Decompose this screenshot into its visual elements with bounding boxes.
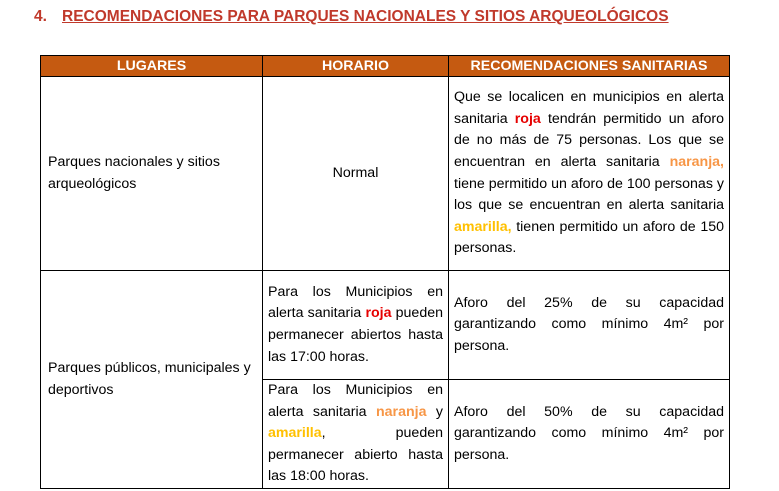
horario-text: , pueden permanecer abierto hasta las 18:00 horas. [268, 425, 443, 485]
rec-text: Que se localicen en municipios en alerta sanitaria [454, 89, 724, 127]
table-row [41, 271, 730, 380]
alert-yellow-label: amarilla, [454, 218, 512, 235]
alert-orange-label: naranja [376, 403, 427, 420]
horario-text: Para los Municipios en alerta sanitaria [268, 283, 443, 322]
rec-text: tendrán permitido un aforo de no más de 75 personas. Los que se encuentran en alerta sanitaria [454, 110, 724, 170]
recomendacion-cell [449, 77, 730, 271]
rec-text: tiene permitido un aforo de 100 personas y los que se encuentran en alerta sanitaria [454, 175, 724, 214]
section-title: RECOMENDACIONES PARA PARQUES NACIONALES Y SITIOS ARQUEOLÓGICOS [62, 8, 669, 25]
alert-yellow-label: amarilla [268, 425, 322, 442]
recomendacion-cell: Aforo del 25% de su capacidad garantizando como mínimo 4m² por persona. [449, 271, 730, 380]
lugar-cell: Parques nacionales y sitios arqueológicos [41, 77, 263, 271]
horario-text: y [426, 403, 443, 420]
alert-orange-label: naranja, [669, 153, 724, 170]
table-row [41, 77, 730, 271]
header-recomendaciones: RECOMENDACIONES SANITARIAS [449, 56, 730, 77]
horario-text: pueden permanecer abiertos hasta las 17:00 horas. [268, 305, 443, 365]
alert-red-label: roja [365, 305, 392, 322]
horario-cell [263, 271, 449, 380]
section-number: 4. [34, 8, 47, 25]
horario-text: Para los Municipios en alerta sanitaria [268, 382, 443, 420]
header-horario: HORARIO [263, 56, 449, 77]
section-heading [34, 8, 669, 26]
recomendacion-cell: Aforo del 50% de su capacidad garantizando como mínimo 4m² por persona. [449, 380, 730, 489]
horario-cell [263, 380, 449, 489]
horario-cell: Normal [263, 77, 449, 271]
alert-red-label: roja [514, 110, 541, 127]
rec-text: tienen permitido un aforo de 150 personas. [454, 218, 724, 257]
table-header-row [41, 56, 730, 77]
recommendations-table [40, 55, 730, 489]
lugar-cell: Parques públicos, municipales y deportivos [41, 271, 263, 489]
header-lugares: LUGARES [41, 56, 263, 77]
